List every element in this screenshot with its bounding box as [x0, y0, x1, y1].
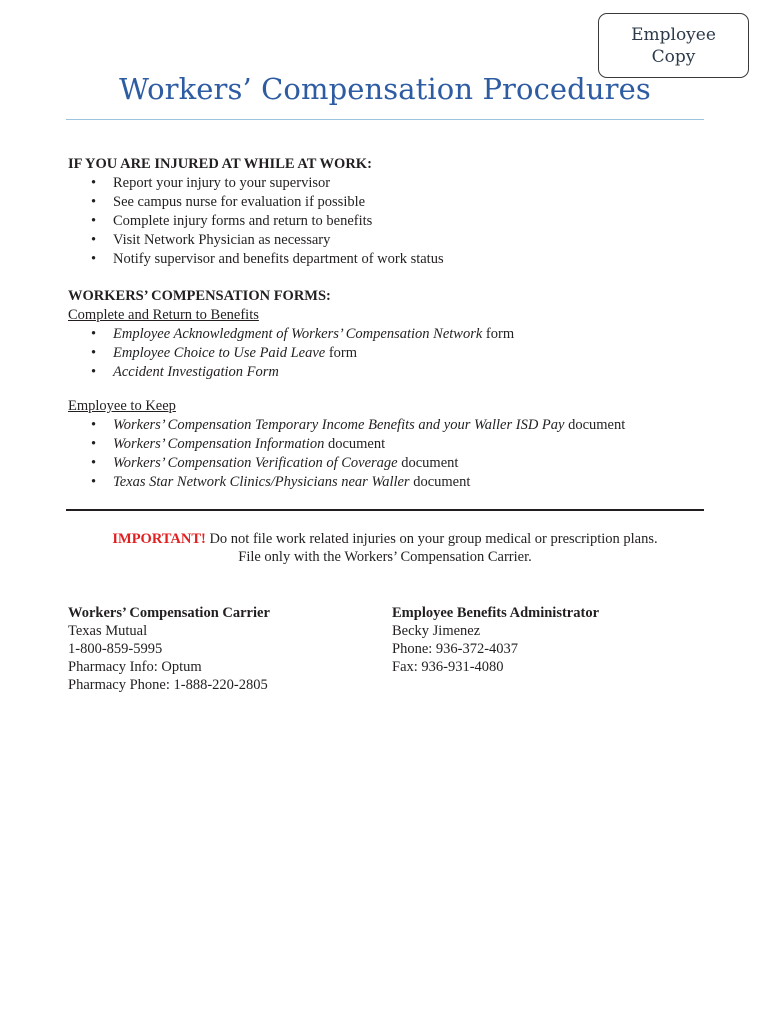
keep-subheading: Employee to Keep: [68, 398, 176, 414]
carrier-name: Texas Mutual: [68, 623, 148, 639]
list-item: [113, 325, 514, 344]
list-item: • Notify supervisor and benefits department of work status: [113, 250, 444, 269]
list-item: • Report your injury to your supervisor: [113, 174, 444, 193]
badge-line-2: Copy: [651, 46, 696, 67]
document-name: Workers’ Compensation Verification of Coverage: [113, 455, 398, 471]
document-suffix: document: [564, 417, 626, 433]
badge-line-1: Employee: [631, 24, 716, 45]
list-item: • See campus nurse for evaluation if possible: [113, 193, 444, 212]
form-name: Employee Acknowledgment of Workers’ Compensation Network: [113, 326, 483, 342]
pharmacy-phone: Pharmacy Phone: 1-888-220-2805: [68, 677, 268, 693]
document-suffix: document: [397, 455, 459, 471]
page-title: Workers’ Compensation Procedures: [119, 72, 651, 106]
document-suffix: document: [409, 474, 471, 490]
admin-fax: Fax: 936-931-4080: [392, 659, 504, 675]
form-suffix: form: [325, 345, 358, 361]
list-item: [113, 435, 625, 454]
carrier-heading: Workers’ Compensation Carrier: [68, 605, 270, 621]
list-item: [113, 473, 625, 492]
complete-subheading: Complete and Return to Benefits: [68, 307, 259, 323]
list-item: [113, 344, 514, 363]
list-item: • Complete injury forms and return to benefits: [113, 212, 444, 231]
important-text-1: Do not file work related injuries on your group medical or prescription plans.: [205, 531, 658, 547]
employee-copy-badge: [598, 13, 749, 78]
form-name: Employee Choice to Use Paid Leave: [113, 345, 326, 361]
list-item: [113, 454, 625, 473]
important-label: IMPORTANT!: [112, 531, 206, 547]
document-name: Workers’ Compensation Information: [113, 436, 325, 452]
list-item: [113, 416, 625, 435]
admin-contact: [392, 604, 599, 676]
document-name: Texas Star Network Clinics/Physicians near Waller: [113, 474, 410, 490]
injured-section: [68, 155, 444, 269]
carrier-contact: [68, 604, 270, 694]
forms-section: [68, 287, 514, 382]
pharmacy-info: Pharmacy Info: Optum: [68, 659, 202, 675]
injured-list: [68, 174, 444, 269]
carrier-phone: 1-800-859-5995: [68, 641, 163, 657]
section-divider: [66, 509, 704, 511]
complete-forms-list: [68, 325, 514, 382]
document-suffix: document: [324, 436, 386, 452]
form-suffix: form: [482, 326, 515, 342]
admin-phone: Phone: 936-372-4037: [392, 641, 519, 657]
important-text-2: File only with the Workers’ Compensation Carrier.: [238, 549, 532, 565]
keep-documents-list: [68, 416, 625, 492]
document-name: Workers’ Compensation Temporary Income Benefits and your Waller ISD Pay: [113, 417, 565, 433]
list-item: [113, 363, 514, 382]
title-underline: [66, 119, 704, 120]
keep-section: [68, 397, 625, 492]
list-item: • Visit Network Physician as necessary: [113, 231, 444, 250]
injured-heading: IF YOU ARE INJURED AT WHILE AT WORK:: [68, 156, 372, 172]
admin-heading: Employee Benefits Administrator: [392, 605, 600, 621]
admin-name: Becky Jimenez: [392, 623, 481, 639]
forms-heading: WORKERS’ COMPENSATION FORMS:: [68, 288, 331, 304]
form-name: Accident Investigation Form: [113, 364, 279, 380]
important-notice: [66, 530, 704, 566]
